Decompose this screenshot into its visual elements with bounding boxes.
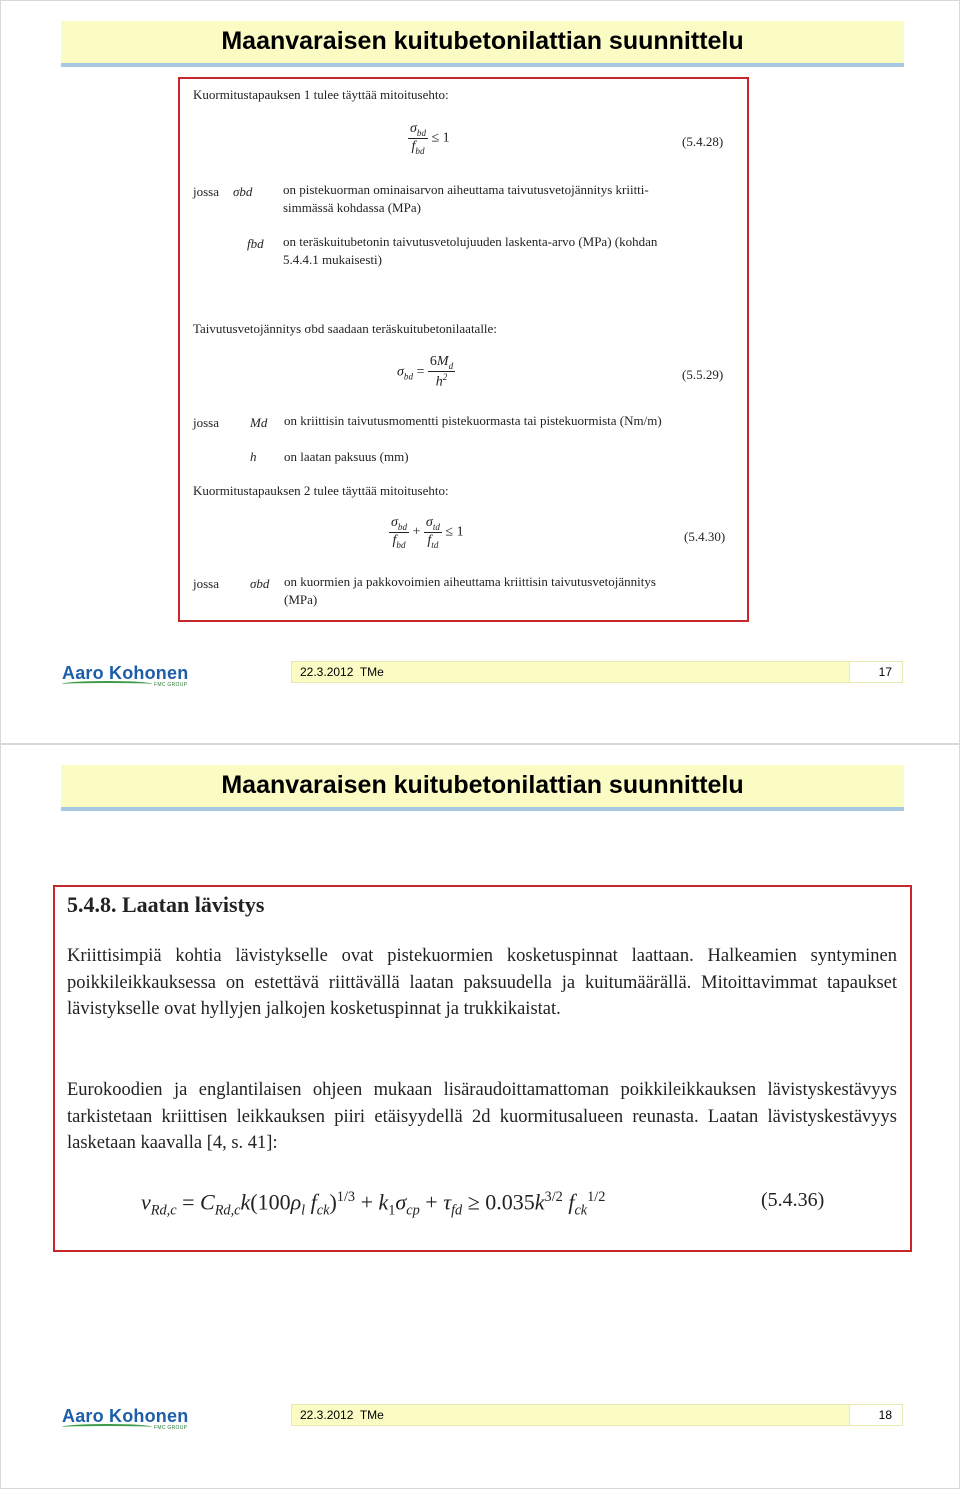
equation-number: (5.4.36) xyxy=(761,1189,825,1211)
page-number: 18 xyxy=(878,1408,892,1422)
slide-title-bar xyxy=(61,765,904,811)
paragraph: Eurokoodien ja englantilaisen ohjeen mukaan lisäraudoittamattoman poikkileikkauksen lävistyskestävyys tarkistetaan kriittisen leikkauksen piiri etäisyydellä 2d kuormitusalueen reunasta. Laatan lävistyskestävyys lasketaan kaavalla [4, s. 41]: xyxy=(67,1080,897,1153)
definition-text: simmässä kohdassa (MPa) xyxy=(283,200,421,215)
definition-text: on laatan paksuus (mm) xyxy=(284,449,409,464)
symbol: Md xyxy=(250,415,268,430)
slide-title: Maanvaraisen kuitubetonilattian suunnittelu xyxy=(221,27,744,55)
symbol: h xyxy=(250,449,257,464)
equation-5-4-36: $v_{Rd,c} = C_{Rd,c}k(100\rho_l$ $f_{ck})^{1/3} + k_1\sigma_{cp} + \tau_{fd} \ge 0.035k^{3/2}$ $f_{ck}^{1/2}$ xyxy=(141,1189,606,1219)
definition-text: on pistekuorman ominaisarvon aiheuttama taivutusvetojännitys kriitti- xyxy=(283,182,649,197)
footer-bar xyxy=(291,661,903,683)
jossa-label: jossa xyxy=(193,415,219,430)
jossa-label: jossa xyxy=(193,184,219,199)
equation-number: (5.4.28) xyxy=(682,134,724,149)
slide-footer: Aaro Kohonen FMC GROUP 22.3.2012 TMe 17 xyxy=(1,661,960,691)
footer-date-author: 22.3.2012 TMe xyxy=(300,1408,384,1422)
intro-text: Kuormitustapauksen 2 tulee täyttää mitoitusehto: xyxy=(193,483,449,498)
scanned-excerpt xyxy=(178,77,749,622)
definition-text: 5.4.4.1 mukaisesti) xyxy=(283,252,382,267)
intro-text: Taivutusvetojännitys σbd saadaan teräskuitubetonilaatalle: xyxy=(193,321,497,336)
intro-text: Kuormitustapauksen 1 tulee täyttää mitoitusehto: xyxy=(193,87,449,102)
equation-number: (5.4.30) xyxy=(684,529,726,544)
symbol: σbd xyxy=(250,576,270,591)
slide-18 xyxy=(0,744,960,1489)
equation-5-4-28: $\frac{\sigma_{bd}}{f_{bd}}$ ≤ 1 xyxy=(410,121,450,156)
footer-bar xyxy=(291,1404,903,1426)
paragraph: Kriittisimpiä kohtia lävistykselle ovat pistekuormien kosketuspinnat laattaan. Halkeamien syntyminen poikkileikkauksessa on estettävä riittävällä laatan paksuudella ja kuitumäärällä. Mitoittavimmat tapaukset lävistykselle ovat hyllyjen jalkojen kosketuspinnat ja trukkikaistat. xyxy=(67,946,897,1019)
equation-5-4-30: $\frac{\sigma_{bd}}{f_{bd}}$ + $\frac{\sigma_{td}}{f_{td}}$ ≤ 1 xyxy=(391,515,464,550)
scanned-excerpt xyxy=(53,885,912,1252)
slide-17 xyxy=(0,0,960,744)
page-number: 17 xyxy=(878,665,892,679)
slide-footer: Aaro Kohonen FMC GROUP 22.3.2012 TMe 18 xyxy=(1,1404,960,1434)
symbol: σbd xyxy=(233,184,253,199)
equation-5-5-29: $\sigma_{bd}$ = $\frac{6M_d}{h^2}$ xyxy=(397,354,454,390)
definition-text: on kriittisin taivutusmomentti pistekuormasta tai pistekuormista (Nm/m) xyxy=(284,413,662,428)
definition-text: (MPa) xyxy=(284,592,318,607)
definition-text: on kuormien ja pakkovoimien aiheuttama kriittisin taivutusvetojännitys xyxy=(284,574,656,589)
slide-title-bar xyxy=(61,21,904,67)
section-heading: 5.4.8. Laatan lävistys xyxy=(67,892,265,917)
definition-text: on teräskuitubetonin taivutusvetolujuuden laskenta-arvo (MPa) (kohdan xyxy=(283,234,658,249)
slide-title: Maanvaraisen kuitubetonilattian suunnittelu xyxy=(221,771,744,799)
symbol: fbd xyxy=(247,236,264,251)
footer-date-author: 22.3.2012 TMe xyxy=(300,665,384,679)
jossa-label: jossa xyxy=(193,576,219,591)
equation-number: (5.5.29) xyxy=(682,367,724,382)
